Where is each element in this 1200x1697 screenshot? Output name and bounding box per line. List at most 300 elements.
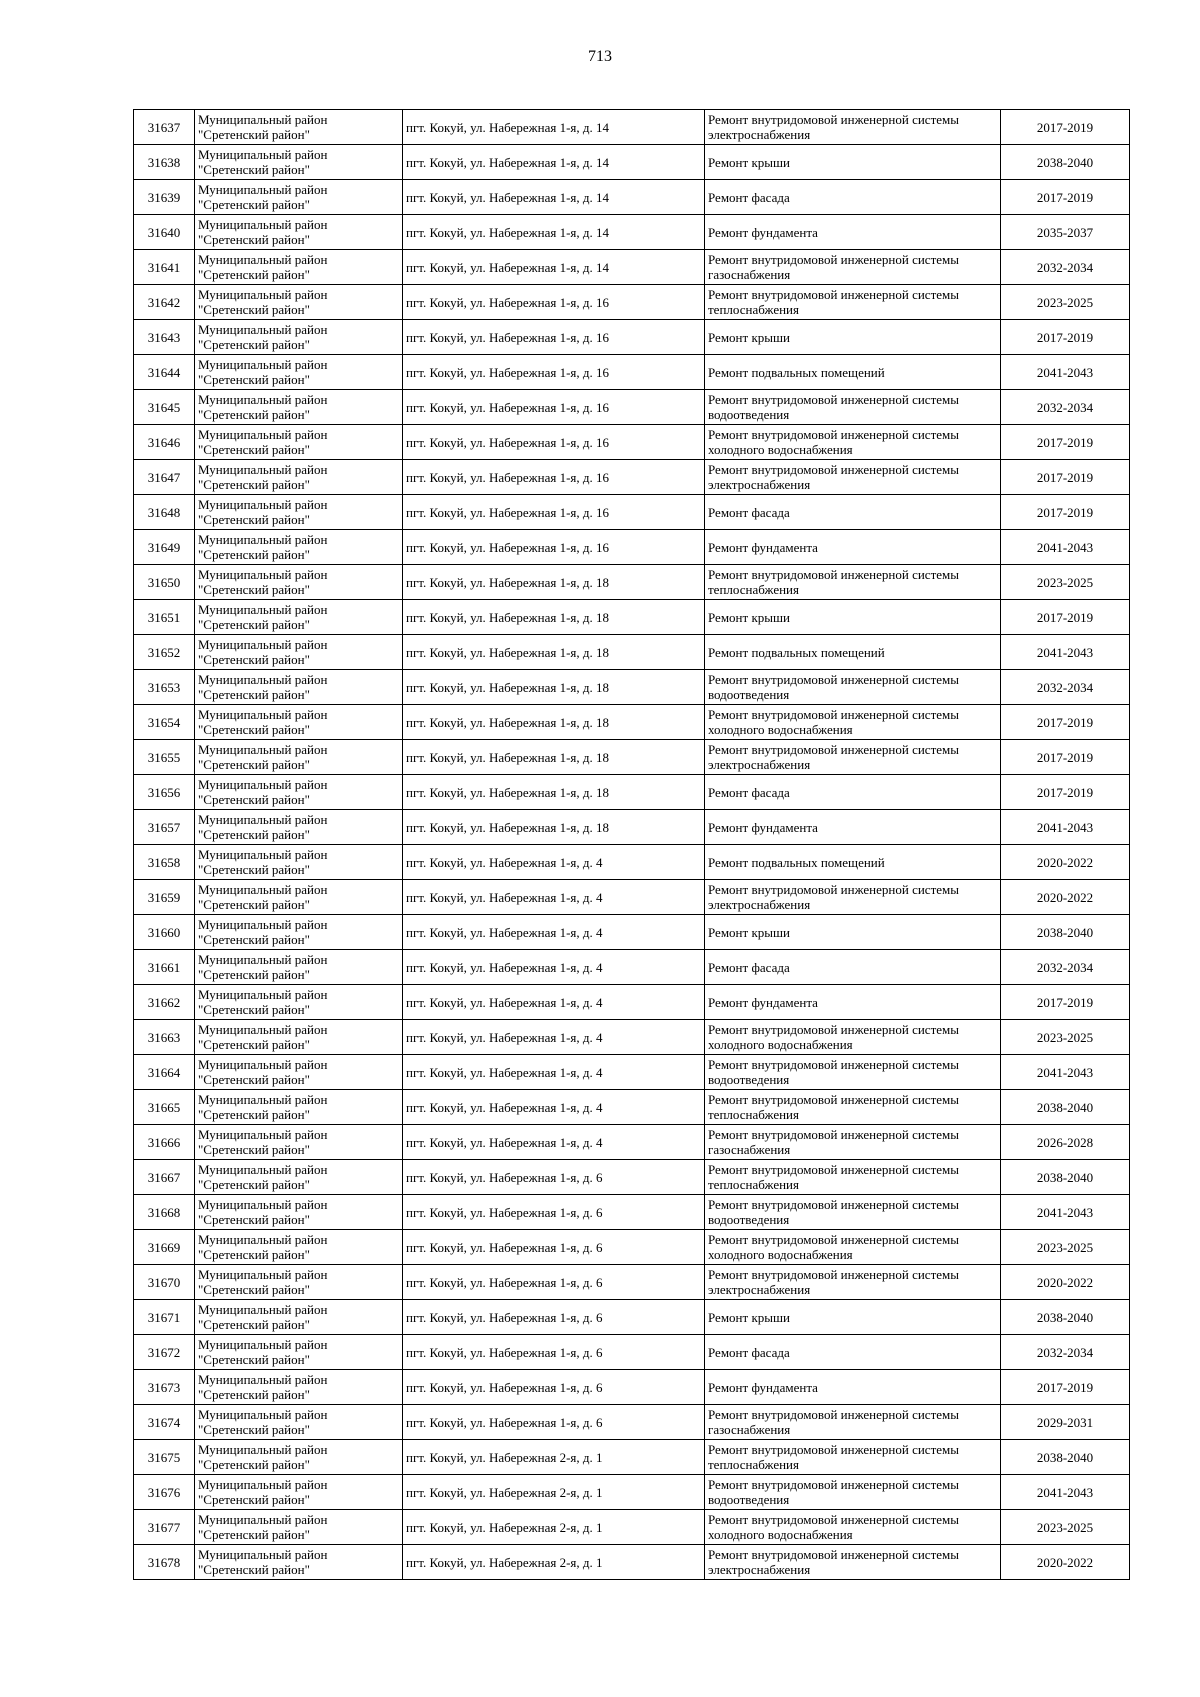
municipality-cell [195, 600, 403, 635]
period-cell: 2023-2025 [1001, 565, 1130, 600]
row-number-cell: 31662 [134, 985, 195, 1020]
address-cell: пгт. Кокуй, ул. Набережная 1-я, д. 18 [403, 740, 705, 775]
period-cell: 2017-2019 [1001, 460, 1130, 495]
municipality-cell [195, 1020, 403, 1055]
work-type-line: теплоснабжения [708, 302, 799, 317]
municipality-line: "Сретенский район" [198, 1282, 310, 1297]
municipality-line: Муниципальный район [198, 707, 328, 722]
table-row [134, 1335, 1130, 1370]
work-type-cell [705, 1335, 1001, 1370]
table-row [134, 1090, 1130, 1125]
municipality-line: "Сретенский район" [198, 1247, 310, 1262]
municipality-line: "Сретенский район" [198, 407, 310, 422]
work-type-line: Ремонт фасада [708, 1344, 790, 1360]
municipality-line: "Сретенский район" [198, 1492, 310, 1507]
row-number-cell: 31677 [134, 1510, 195, 1545]
row-number-cell: 31658 [134, 845, 195, 880]
work-type-line: водоотведения [708, 407, 790, 422]
municipality-line: "Сретенский район" [198, 162, 310, 177]
municipality-cell [195, 740, 403, 775]
work-type-line: Ремонт внутридомовой инженерной системы [708, 112, 959, 127]
table-row [134, 320, 1130, 355]
municipality-line: "Сретенский район" [198, 1352, 310, 1367]
period-cell: 2026-2028 [1001, 1125, 1130, 1160]
address-cell: пгт. Кокуй, ул. Набережная 1-я, д. 16 [403, 320, 705, 355]
work-type-cell [705, 425, 1001, 460]
period-cell: 2017-2019 [1001, 775, 1130, 810]
municipality-line: "Сретенский район" [198, 582, 310, 597]
address-cell: пгт. Кокуй, ул. Набережная 1-я, д. 18 [403, 705, 705, 740]
period-cell: 2038-2040 [1001, 1440, 1130, 1475]
address-cell: пгт. Кокуй, ул. Набережная 1-я, д. 4 [403, 950, 705, 985]
work-type-line: холодного водоснабжения [708, 722, 853, 737]
municipality-line: Муниципальный район [198, 1337, 328, 1352]
municipality-cell [195, 565, 403, 600]
work-type-line: водоотведения [708, 1212, 790, 1227]
municipality-line: Муниципальный район [198, 567, 328, 582]
row-number-cell: 31670 [134, 1265, 195, 1300]
work-type-cell [705, 1545, 1001, 1580]
address-cell: пгт. Кокуй, ул. Набережная 1-я, д. 4 [403, 1020, 705, 1055]
address-cell: пгт. Кокуй, ул. Набережная 2-я, д. 1 [403, 1545, 705, 1580]
period-cell: 2038-2040 [1001, 1160, 1130, 1195]
work-type-line: Ремонт внутридомовой инженерной системы [708, 427, 959, 442]
municipality-cell [195, 110, 403, 145]
row-number-cell: 31673 [134, 1370, 195, 1405]
municipality-line: Муниципальный район [198, 392, 328, 407]
work-type-cell [705, 1230, 1001, 1265]
municipality-line: "Сретенский район" [198, 267, 310, 282]
table-row [134, 110, 1130, 145]
work-type-cell [705, 810, 1001, 845]
work-type-line: Ремонт внутридомовой инженерной системы [708, 1442, 959, 1457]
work-type-line: Ремонт внутридомовой инженерной системы [708, 707, 959, 722]
period-cell: 2032-2034 [1001, 1335, 1130, 1370]
municipality-cell [195, 495, 403, 530]
municipality-cell [195, 1335, 403, 1370]
work-type-cell [705, 145, 1001, 180]
row-number-cell: 31648 [134, 495, 195, 530]
municipality-line: Муниципальный район [198, 427, 328, 442]
municipality-line: "Сретенский район" [198, 1107, 310, 1122]
work-type-line: электроснабжения [708, 1562, 811, 1577]
period-cell: 2041-2043 [1001, 355, 1130, 390]
row-number-cell: 31666 [134, 1125, 195, 1160]
municipality-cell [195, 775, 403, 810]
municipality-line: "Сретенский район" [198, 1002, 310, 1017]
work-type-cell [705, 915, 1001, 950]
address-cell: пгт. Кокуй, ул. Набережная 1-я, д. 18 [403, 810, 705, 845]
municipality-line: "Сретенский район" [198, 687, 310, 702]
period-cell: 2038-2040 [1001, 915, 1130, 950]
work-type-line: водоотведения [708, 1492, 790, 1507]
municipality-cell [195, 530, 403, 565]
municipality-cell [195, 1440, 403, 1475]
work-type-line: холодного водоснабжения [708, 442, 853, 457]
row-number-cell: 31660 [134, 915, 195, 950]
address-cell: пгт. Кокуй, ул. Набережная 1-я, д. 4 [403, 1090, 705, 1125]
work-type-line: Ремонт фасада [708, 189, 790, 205]
municipality-cell [195, 1265, 403, 1300]
municipality-line: Муниципальный район [198, 1057, 328, 1072]
period-cell: 2017-2019 [1001, 425, 1130, 460]
municipality-line: "Сретенский район" [198, 897, 310, 912]
table-row [134, 1020, 1130, 1055]
address-cell: пгт. Кокуй, ул. Набережная 1-я, д. 18 [403, 600, 705, 635]
work-type-cell [705, 775, 1001, 810]
work-type-line: Ремонт подвальных помещений [708, 644, 885, 660]
period-cell: 2023-2025 [1001, 1510, 1130, 1545]
row-number-cell: 31654 [134, 705, 195, 740]
municipality-line: "Сретенский район" [198, 827, 310, 842]
municipality-line: Муниципальный район [198, 1267, 328, 1282]
row-number-cell: 31664 [134, 1055, 195, 1090]
work-type-line: газоснабжения [708, 1422, 791, 1437]
row-number-cell: 31644 [134, 355, 195, 390]
table-row [134, 1545, 1130, 1580]
address-cell: пгт. Кокуй, ул. Набережная 1-я, д. 6 [403, 1160, 705, 1195]
municipality-line: "Сретенский район" [198, 1317, 310, 1332]
municipality-line: Муниципальный район [198, 637, 328, 652]
municipality-cell [195, 705, 403, 740]
table-row [134, 250, 1130, 285]
work-type-line: Ремонт крыши [708, 154, 790, 170]
table-row [134, 1475, 1130, 1510]
row-number-cell: 31672 [134, 1335, 195, 1370]
work-type-line: Ремонт внутридомовой инженерной системы [708, 1477, 959, 1492]
work-type-line: холодного водоснабжения [708, 1247, 853, 1262]
row-number-cell: 31640 [134, 215, 195, 250]
work-type-cell [705, 1300, 1001, 1335]
work-type-cell [705, 530, 1001, 565]
table-row [134, 285, 1130, 320]
row-number-cell: 31657 [134, 810, 195, 845]
work-type-cell [705, 985, 1001, 1020]
address-cell: пгт. Кокуй, ул. Набережная 1-я, д. 16 [403, 355, 705, 390]
work-type-cell [705, 390, 1001, 425]
address-cell: пгт. Кокуй, ул. Набережная 1-я, д. 16 [403, 530, 705, 565]
work-type-cell [705, 740, 1001, 775]
period-cell: 2035-2037 [1001, 215, 1130, 250]
municipality-line: Муниципальный район [198, 357, 328, 372]
municipality-cell [195, 355, 403, 390]
period-cell: 2020-2022 [1001, 880, 1130, 915]
period-cell: 2038-2040 [1001, 1090, 1130, 1125]
municipality-cell [195, 285, 403, 320]
work-type-cell [705, 110, 1001, 145]
municipality-cell [195, 985, 403, 1020]
municipality-cell [195, 460, 403, 495]
period-cell: 2032-2034 [1001, 670, 1130, 705]
municipality-line: Муниципальный район [198, 777, 328, 792]
row-number-cell: 31642 [134, 285, 195, 320]
municipality-line: "Сретенский район" [198, 1457, 310, 1472]
municipality-cell [195, 635, 403, 670]
table-row [134, 1510, 1130, 1545]
municipality-cell [195, 810, 403, 845]
work-type-line: Ремонт крыши [708, 1309, 790, 1325]
table-row [134, 1125, 1130, 1160]
row-number-cell: 31678 [134, 1545, 195, 1580]
work-type-cell [705, 635, 1001, 670]
municipality-cell [195, 915, 403, 950]
work-type-line: Ремонт фундамента [708, 819, 818, 835]
address-cell: пгт. Кокуй, ул. Набережная 1-я, д. 18 [403, 670, 705, 705]
row-number-cell: 31655 [134, 740, 195, 775]
address-cell: пгт. Кокуй, ул. Набережная 1-я, д. 16 [403, 460, 705, 495]
row-number-cell: 31675 [134, 1440, 195, 1475]
municipality-line: "Сретенский район" [198, 1562, 310, 1577]
municipality-line: Муниципальный район [198, 847, 328, 862]
row-number-cell: 31643 [134, 320, 195, 355]
work-type-line: Ремонт фундамента [708, 1379, 818, 1395]
period-cell: 2029-2031 [1001, 1405, 1130, 1440]
period-cell: 2017-2019 [1001, 985, 1130, 1020]
address-cell: пгт. Кокуй, ул. Набережная 1-я, д. 6 [403, 1405, 705, 1440]
table-row [134, 670, 1130, 705]
period-cell: 2017-2019 [1001, 705, 1130, 740]
municipality-line: "Сретенский район" [198, 652, 310, 667]
municipality-line: Муниципальный район [198, 917, 328, 932]
municipality-line: Муниципальный район [198, 812, 328, 827]
work-type-line: Ремонт подвальных помещений [708, 854, 885, 870]
period-cell: 2032-2034 [1001, 250, 1130, 285]
row-number-cell: 31645 [134, 390, 195, 425]
row-number-cell: 31665 [134, 1090, 195, 1125]
municipality-line: "Сретенский район" [198, 547, 310, 562]
table-row [134, 1300, 1130, 1335]
work-type-cell [705, 285, 1001, 320]
row-number-cell: 31671 [134, 1300, 195, 1335]
table-row [134, 145, 1130, 180]
work-type-line: Ремонт внутридомовой инженерной системы [708, 252, 959, 267]
repair-schedule-table [133, 109, 1130, 1580]
period-cell: 2017-2019 [1001, 110, 1130, 145]
period-cell: 2020-2022 [1001, 845, 1130, 880]
work-type-cell [705, 320, 1001, 355]
period-cell: 2032-2034 [1001, 390, 1130, 425]
period-cell: 2038-2040 [1001, 145, 1130, 180]
work-type-cell [705, 250, 1001, 285]
work-type-cell [705, 180, 1001, 215]
table-row [134, 775, 1130, 810]
work-type-cell [705, 1510, 1001, 1545]
work-type-line: электроснабжения [708, 757, 811, 772]
work-type-cell [705, 1090, 1001, 1125]
municipality-line: Муниципальный район [198, 1372, 328, 1387]
municipality-cell [195, 1055, 403, 1090]
table-row [134, 915, 1130, 950]
table-row [134, 530, 1130, 565]
work-type-cell [705, 845, 1001, 880]
work-type-cell [705, 1405, 1001, 1440]
work-type-line: водоотведения [708, 1072, 790, 1087]
municipality-line: "Сретенский район" [198, 932, 310, 947]
municipality-cell [195, 425, 403, 460]
municipality-cell [195, 390, 403, 425]
municipality-line: Муниципальный район [198, 672, 328, 687]
period-cell: 2017-2019 [1001, 1370, 1130, 1405]
work-type-line: Ремонт крыши [708, 329, 790, 345]
work-type-line: Ремонт крыши [708, 609, 790, 625]
municipality-line: Муниципальный район [198, 532, 328, 547]
period-cell: 2017-2019 [1001, 180, 1130, 215]
municipality-line: Муниципальный район [198, 182, 328, 197]
table-row [134, 845, 1130, 880]
table-row [134, 1405, 1130, 1440]
row-number-cell: 31656 [134, 775, 195, 810]
row-number-cell: 31638 [134, 145, 195, 180]
row-number-cell: 31639 [134, 180, 195, 215]
municipality-line: "Сретенский район" [198, 337, 310, 352]
work-type-cell [705, 1125, 1001, 1160]
municipality-line: "Сретенский район" [198, 1387, 310, 1402]
period-cell: 2041-2043 [1001, 1475, 1130, 1510]
work-type-line: Ремонт фасада [708, 959, 790, 975]
municipality-line: "Сретенский район" [198, 197, 310, 212]
municipality-line: Муниципальный район [198, 1407, 328, 1422]
table-row [134, 425, 1130, 460]
address-cell: пгт. Кокуй, ул. Набережная 1-я, д. 4 [403, 880, 705, 915]
work-type-cell [705, 1440, 1001, 1475]
address-cell: пгт. Кокуй, ул. Набережная 1-я, д. 4 [403, 915, 705, 950]
work-type-line: холодного водоснабжения [708, 1037, 853, 1052]
table-row [134, 950, 1130, 985]
municipality-line: Муниципальный район [198, 287, 328, 302]
municipality-line: "Сретенский район" [198, 617, 310, 632]
municipality-line: "Сретенский район" [198, 1212, 310, 1227]
page-number: 713 [588, 48, 612, 65]
work-type-cell [705, 880, 1001, 915]
row-number-cell: 31667 [134, 1160, 195, 1195]
municipality-line: "Сретенский район" [198, 722, 310, 737]
period-cell: 2038-2040 [1001, 1300, 1130, 1335]
row-number-cell: 31649 [134, 530, 195, 565]
address-cell: пгт. Кокуй, ул. Набережная 1-я, д. 14 [403, 110, 705, 145]
municipality-line: "Сретенский район" [198, 372, 310, 387]
period-cell: 2023-2025 [1001, 1230, 1130, 1265]
period-cell: 2041-2043 [1001, 1195, 1130, 1230]
row-number-cell: 31674 [134, 1405, 195, 1440]
work-type-line: Ремонт подвальных помещений [708, 364, 885, 380]
address-cell: пгт. Кокуй, ул. Набережная 1-я, д. 16 [403, 495, 705, 530]
municipality-line: "Сретенский район" [198, 1142, 310, 1157]
work-type-line: Ремонт внутридомовой инженерной системы [708, 1022, 959, 1037]
work-type-line: Ремонт внутридомовой инженерной системы [708, 1267, 959, 1282]
municipality-line: Муниципальный район [198, 147, 328, 162]
address-cell: пгт. Кокуй, ул. Набережная 2-я, д. 1 [403, 1510, 705, 1545]
work-type-line: Ремонт внутридомовой инженерной системы [708, 462, 959, 477]
table-row [134, 1195, 1130, 1230]
address-cell: пгт. Кокуй, ул. Набережная 1-я, д. 6 [403, 1300, 705, 1335]
municipality-cell [195, 145, 403, 180]
municipality-cell [195, 1545, 403, 1580]
address-cell: пгт. Кокуй, ул. Набережная 2-я, д. 1 [403, 1440, 705, 1475]
municipality-line: "Сретенский район" [198, 1072, 310, 1087]
row-number-cell: 31641 [134, 250, 195, 285]
table-row [134, 810, 1130, 845]
work-type-cell [705, 1160, 1001, 1195]
municipality-line: "Сретенский район" [198, 1422, 310, 1437]
work-type-line: газоснабжения [708, 267, 791, 282]
work-type-line: Ремонт внутридомовой инженерной системы [708, 1197, 959, 1212]
work-type-line: Ремонт фундамента [708, 994, 818, 1010]
work-type-cell [705, 1055, 1001, 1090]
work-type-cell [705, 1195, 1001, 1230]
row-number-cell: 31659 [134, 880, 195, 915]
municipality-line: Муниципальный район [198, 1302, 328, 1317]
work-type-line: Ремонт фундамента [708, 539, 818, 555]
municipality-line: "Сретенский район" [198, 1527, 310, 1542]
address-cell: пгт. Кокуй, ул. Набережная 1-я, д. 6 [403, 1195, 705, 1230]
table-row [134, 705, 1130, 740]
address-cell: пгт. Кокуй, ул. Набережная 1-я, д. 14 [403, 180, 705, 215]
work-type-line: Ремонт внутридомовой инженерной системы [708, 1127, 959, 1142]
municipality-line: Муниципальный район [198, 1512, 328, 1527]
address-cell: пгт. Кокуй, ул. Набережная 1-я, д. 4 [403, 1055, 705, 1090]
municipality-line: Муниципальный район [198, 1442, 328, 1457]
table-row [134, 1370, 1130, 1405]
row-number-cell: 31661 [134, 950, 195, 985]
table-row [134, 1230, 1130, 1265]
work-type-line: Ремонт внутридомовой инженерной системы [708, 1407, 959, 1422]
work-type-line: Ремонт внутридомовой инженерной системы [708, 392, 959, 407]
municipality-cell [195, 1405, 403, 1440]
work-type-cell [705, 1265, 1001, 1300]
address-cell: пгт. Кокуй, ул. Набережная 1-я, д. 18 [403, 775, 705, 810]
row-number-cell: 31646 [134, 425, 195, 460]
table-row [134, 355, 1130, 390]
work-type-line: электроснабжения [708, 127, 811, 142]
municipality-line: Муниципальный район [198, 1547, 328, 1562]
work-type-cell [705, 600, 1001, 635]
table-row [134, 600, 1130, 635]
period-cell: 2017-2019 [1001, 740, 1130, 775]
municipality-cell [195, 1230, 403, 1265]
municipality-line: "Сретенский район" [198, 757, 310, 772]
municipality-line: "Сретенский район" [198, 232, 310, 247]
address-cell: пгт. Кокуй, ул. Набережная 1-я, д. 14 [403, 145, 705, 180]
address-cell: пгт. Кокуй, ул. Набережная 1-я, д. 16 [403, 425, 705, 460]
municipality-cell [195, 180, 403, 215]
table-row [134, 390, 1130, 425]
row-number-cell: 31663 [134, 1020, 195, 1055]
work-type-line: Ремонт внутридомовой инженерной системы [708, 1057, 959, 1072]
address-cell: пгт. Кокуй, ул. Набережная 1-я, д. 14 [403, 215, 705, 250]
municipality-cell [195, 1090, 403, 1125]
table-row [134, 1055, 1130, 1090]
municipality-cell [195, 320, 403, 355]
period-cell: 2032-2034 [1001, 950, 1130, 985]
work-type-line: электроснабжения [708, 477, 811, 492]
row-number-cell: 31676 [134, 1475, 195, 1510]
table-row [134, 1160, 1130, 1195]
municipality-cell [195, 670, 403, 705]
address-cell: пгт. Кокуй, ул. Набережная 1-я, д. 18 [403, 635, 705, 670]
work-type-line: Ремонт внутридомовой инженерной системы [708, 1162, 959, 1177]
work-type-line: Ремонт внутридомовой инженерной системы [708, 1232, 959, 1247]
address-cell: пгт. Кокуй, ул. Набережная 1-я, д. 6 [403, 1230, 705, 1265]
municipality-line: "Сретенский район" [198, 302, 310, 317]
work-type-cell [705, 495, 1001, 530]
period-cell: 2041-2043 [1001, 530, 1130, 565]
municipality-cell [195, 1370, 403, 1405]
row-number-cell: 31650 [134, 565, 195, 600]
work-type-line: Ремонт внутридомовой инженерной системы [708, 1547, 959, 1562]
municipality-line: Муниципальный район [198, 112, 328, 127]
table-row [134, 880, 1130, 915]
work-type-cell [705, 460, 1001, 495]
